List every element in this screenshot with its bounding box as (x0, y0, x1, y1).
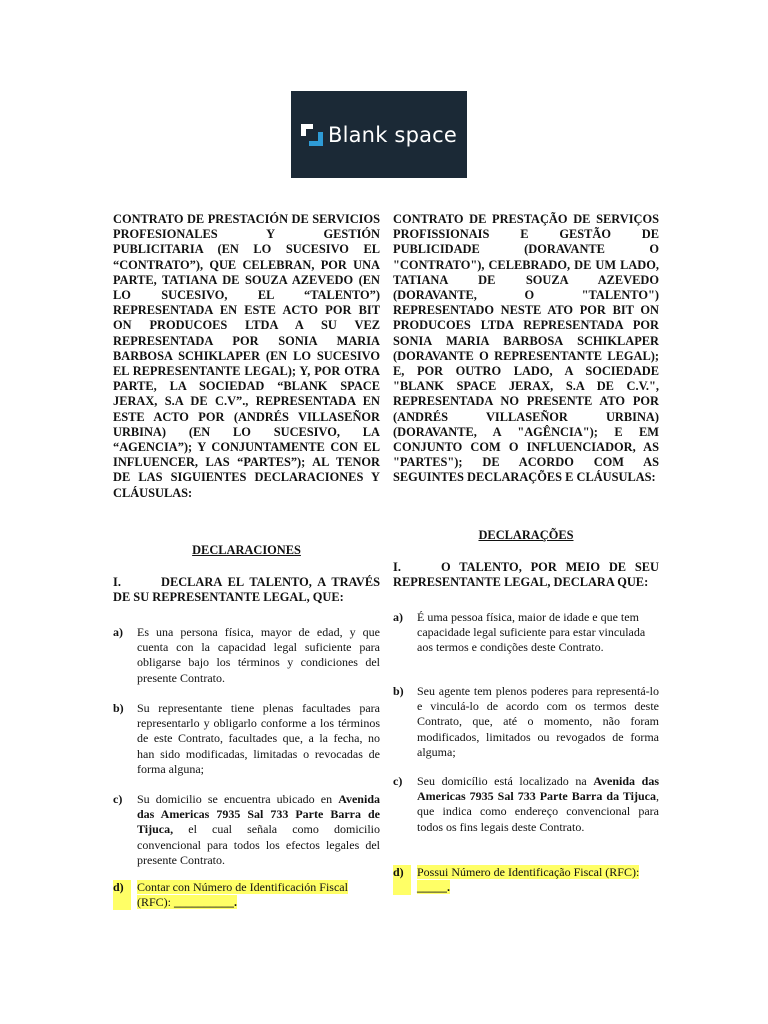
item-text: É uma pessoa física, maior de idade e que tem capacidade legal suficiente para estar vinculada aos termos e condições deste Contrato. (417, 610, 646, 655)
declaration-item-a-pt (393, 610, 659, 656)
declaration-item-a-es (113, 625, 380, 686)
declaration-item-b-pt (393, 684, 659, 760)
declaration-item-d-pt (393, 865, 659, 895)
blank-space-logo (291, 91, 467, 178)
item-end: . (234, 895, 238, 910)
item-letter: b) (393, 684, 404, 698)
item-text: Su representante tiene plenas facultades para representarlo y obligarlo conforme a los términos de este Contrato, facultades que, a la fecha, no han sido modificadas, limitadas o revocadas de forma alguna; (137, 701, 380, 776)
item-letter: a) (393, 610, 403, 624)
section-number: I. (393, 560, 401, 574)
right-heading-wrap (393, 528, 659, 543)
declaration-item-c-es (113, 792, 380, 868)
right-item-d-wrap (393, 865, 659, 895)
left-section-wrap (113, 575, 380, 605)
item-letter: c) (393, 774, 403, 788)
right-item-c-wrap (393, 774, 659, 835)
item-text: Seu agente tem plenos poderes para representá-lo e vinculá-lo de acordo com os termos deste Contrato, que, até o momento, não foram modificados, limitados ou revogados de forma alguma; (417, 684, 659, 759)
declaration-item-c-pt (393, 774, 659, 835)
item-letter: d) (393, 865, 411, 895)
item-text-pre: Seu domicílio está localizado na (417, 774, 594, 788)
declaration-item-b-es (113, 701, 380, 777)
left-item-a-wrap (113, 625, 380, 686)
left-item-d-wrap (113, 880, 380, 910)
item-text-post: , que indica como endereço convencional para todos os fins legais deste Contrato. (417, 789, 659, 834)
contract-title-pt: CONTRATO DE PRESTAÇÃO DE SERVIÇOS PROFISSIONAIS E GESTÃO DE PUBLICIDADE (DORAVANTE O "CONTRATO"), CELEBRADO, DE UM LADO, TATIANA DE SOUZA AZEVEDO (DORAVANTE, O "TALENTO") REPRESENTADO NESTE ATO POR BIT ON PRODUCOES LTDA REPRESENTADA POR SONIA MARIA BARBOSA SCHIKLAPER (DORAVANTE O REPRESENTANTE LEGAL); E, POR OUTRO LADO, A SOCIEDADE "BLANK SPACE JERAX, S.A DE C.V.", REPRESENTADA NO PRESENTE ATO POR (ANDRÉS VILLASEÑOR URBINA) (DORAVANTE, A "AGÊNCIA"); E EM CONJUNTO COM O INFLUENCIADOR, AS "PARTES"); DE ACORDO COM AS SEGUINTES DECLARAÇÕES E CLÁUSULAS: (393, 212, 659, 485)
left-item-b-wrap (113, 701, 380, 777)
section-i-pt (393, 560, 659, 590)
blank-space-logo-icon (301, 124, 323, 146)
item-text: Es una persona física, mayor de edad, y que cuenta con la capacidad legal suficiente para obligarse bajo los términos y condiciones del presente Contrato. (137, 625, 380, 685)
item-text (137, 880, 380, 910)
rfc-blank: __________ (174, 895, 235, 910)
declaration-item-d-es (113, 880, 380, 910)
declarations-heading-pt: DECLARAÇÕES (478, 528, 574, 542)
item-text-pre: Su domicilio se encuentra ubicado en (137, 792, 339, 806)
right-item-a-wrap (393, 610, 659, 656)
item-text (137, 792, 380, 868)
left-column (113, 212, 380, 501)
item-text-post: el cual señala como domicilio convencional para todos los efectos legales del presente Contrato. (137, 822, 380, 867)
logo-text: Blank space (327, 122, 458, 147)
section-number: I. (113, 575, 121, 589)
item-address: Avenida das Americas 7935 Sal 733 Parte Barra da Tijuca (417, 774, 659, 804)
item-text-pre: Contar con Número de Identificación Fiscal (RFC): (137, 880, 348, 910)
rfc-blank: _____ (417, 880, 447, 895)
item-end: . (447, 880, 450, 895)
item-text (417, 774, 659, 835)
item-letter: a) (113, 625, 123, 639)
left-heading-wrap (113, 543, 380, 558)
section-i-es (113, 575, 380, 605)
contract-title-es: CONTRATO DE PRESTACIÓN DE SERVICIOS PROFESIONALES Y GESTIÓN PUBLICITARIA (EN LO SUCESIVO EL “CONTRATO”), QUE CELEBRAN, POR UNA PARTE, TATIANA DE SOUZA AZEVEDO (EN LO SUCESIVO, EL “TALENTO”) REPRESENTADA EN ESTE ACTO POR BIT ON PRODUCOES LTDA A SU VEZ REPRESENTADA POR SONIA MARIA BARBOSA SCHIKLAPER (EN LO SUCESIVO EL REPRESENTANTE LEGAL); Y, POR OTRA PARTE, LA SOCIEDAD “BLANK SPACE JERAX, S.A DE C.V”., REPRESENTADA EN ESTE ACTO POR (ANDRÉS VILLASEÑOR URBINA) (EN LO SUCESIVO, LA “AGENCIA”); Y CONJUNTAMENTE CON EL INFLUENCER, LAS “PARTES”); AL TENOR DE LAS SIGUIENTES DECLARACIONES Y CLÁUSULAS: (113, 212, 380, 500)
section-text: O TALENTO, POR MEIO DE SEU REPRESENTANTE LEGAL, DECLARA QUE: (393, 560, 659, 590)
item-address: Avenida das Americas 7935 Sal 733 Parte Barra de Tijuca, (137, 792, 380, 837)
item-text (417, 865, 659, 895)
right-item-b-wrap (393, 684, 659, 760)
item-letter: b) (113, 701, 124, 715)
section-text: DECLARA EL TALENTO, A TRAVÉS DE SU REPRESENTANTE LEGAL, QUE: (113, 575, 380, 605)
item-text-pre: Possui Número de Identificação Fiscal (RFC): (417, 865, 640, 879)
left-item-c-wrap (113, 792, 380, 868)
right-section-wrap (393, 560, 659, 590)
right-column (393, 212, 659, 486)
item-letter: d) (113, 880, 131, 910)
declarations-heading-es: DECLARACIONES (192, 543, 301, 557)
item-letter: c) (113, 792, 123, 806)
